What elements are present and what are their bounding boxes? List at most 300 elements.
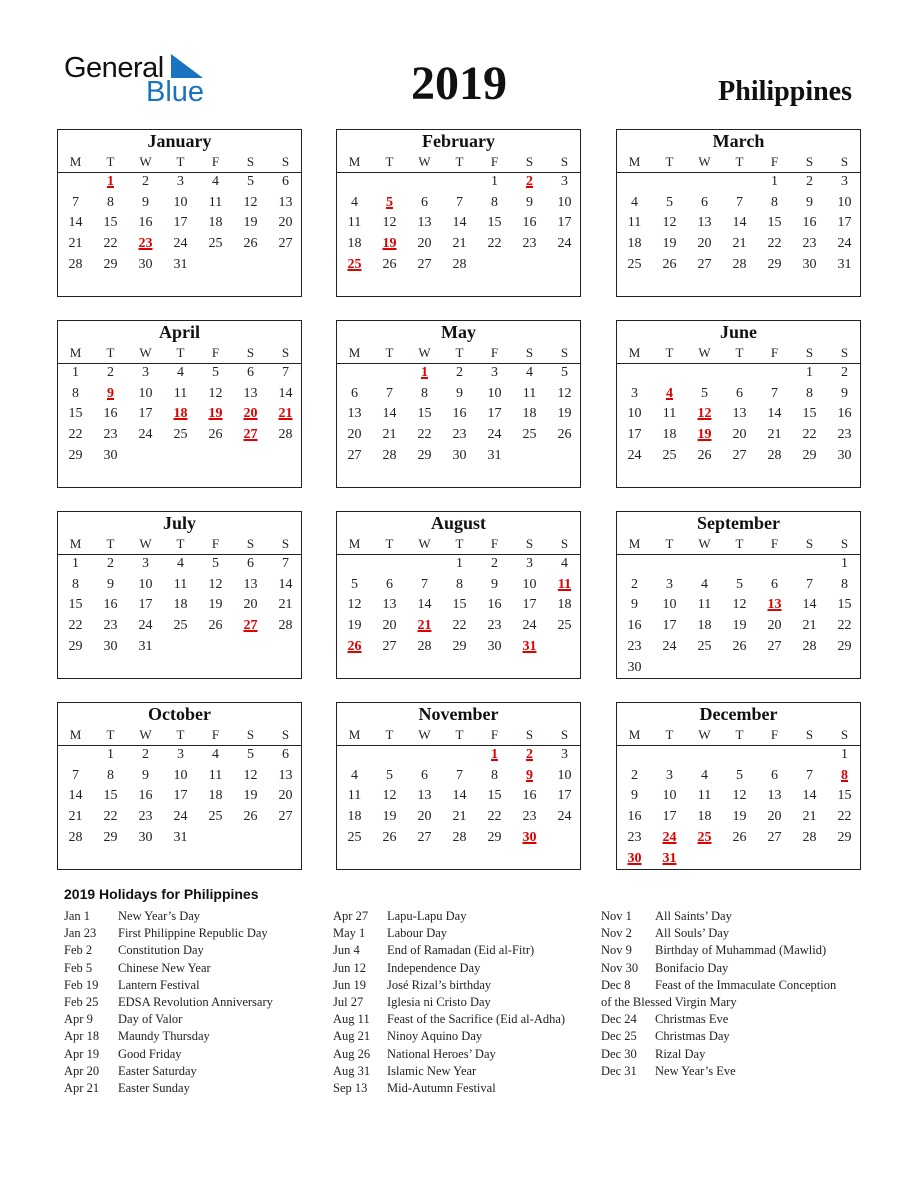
day: 16 xyxy=(522,215,537,231)
day: 10 xyxy=(662,597,677,613)
day: 28 xyxy=(417,638,432,654)
day: 15 xyxy=(103,215,118,231)
day: 10 xyxy=(487,385,502,401)
month-title: September xyxy=(697,513,780,533)
day: 19 xyxy=(662,236,677,252)
day: 27 xyxy=(347,447,362,463)
day: 6 xyxy=(421,767,428,783)
day: 23 xyxy=(103,618,118,634)
day: 19 xyxy=(732,809,747,825)
day: 1 xyxy=(72,365,79,380)
weekday-label: F xyxy=(211,154,220,169)
holiday-date: Dec 25 xyxy=(601,1029,637,1044)
holiday-day: 30 xyxy=(522,829,537,845)
day: 4 xyxy=(561,556,568,571)
weekday-label: T xyxy=(106,154,115,169)
day: 8 xyxy=(491,194,498,210)
day: 19 xyxy=(732,618,747,634)
day: 27 xyxy=(382,638,397,654)
holiday-name: First Philippine Republic Day xyxy=(118,926,268,941)
day: 26 xyxy=(382,829,397,845)
day: 8 xyxy=(491,767,498,783)
day: 4 xyxy=(177,556,184,571)
weekday-label: T xyxy=(385,727,394,742)
day: 17 xyxy=(173,788,188,804)
weekday-label: S xyxy=(525,154,534,169)
day: 26 xyxy=(662,256,677,272)
day: 25 xyxy=(173,618,188,634)
day: 21 xyxy=(278,597,293,613)
day: 20 xyxy=(278,215,293,231)
day: 14 xyxy=(802,788,817,804)
holiday-date: Feb 19 xyxy=(64,977,99,992)
day: 30 xyxy=(802,256,817,272)
holiday-date: Apr 20 xyxy=(64,1063,100,1078)
day: 25 xyxy=(697,638,712,654)
day: 21 xyxy=(802,618,817,634)
day: 31 xyxy=(138,638,153,654)
day: 17 xyxy=(557,788,572,804)
day: 2 xyxy=(631,767,638,783)
day: 20 xyxy=(767,809,782,825)
day: 13 xyxy=(417,788,432,804)
holiday-date: Jan 1 xyxy=(64,909,91,923)
day: 3 xyxy=(561,747,568,762)
day: 3 xyxy=(177,174,184,189)
holiday-name: National Heroes’ Day xyxy=(387,1046,496,1061)
day: 7 xyxy=(282,365,289,380)
day: 26 xyxy=(208,618,223,634)
day: 31 xyxy=(173,256,188,272)
holiday-name: All Saints’ Day xyxy=(655,909,732,923)
weekday-label: S xyxy=(246,345,255,360)
day: 30 xyxy=(103,638,118,654)
month-february xyxy=(336,129,581,297)
day: 30 xyxy=(487,638,502,654)
day: 7 xyxy=(386,385,393,401)
weekday-label: W xyxy=(418,727,431,742)
day: 20 xyxy=(767,618,782,634)
day: 26 xyxy=(697,447,712,463)
day: 15 xyxy=(837,788,852,804)
day: 1 xyxy=(771,174,778,189)
day: 24 xyxy=(837,236,852,252)
day: 3 xyxy=(526,556,533,571)
day: 11 xyxy=(173,385,188,401)
day: 5 xyxy=(212,365,219,380)
day: 29 xyxy=(68,638,83,654)
day: 12 xyxy=(557,385,572,401)
day: 25 xyxy=(627,256,642,272)
day: 10 xyxy=(662,788,677,804)
day: 15 xyxy=(802,406,817,422)
weekday-label: T xyxy=(735,536,744,551)
logo-text-general: General xyxy=(64,52,164,84)
day: 2 xyxy=(142,174,149,189)
day: 26 xyxy=(732,638,747,654)
holiday-date: Dec 8 xyxy=(601,977,631,992)
day: 28 xyxy=(732,256,747,272)
day: 17 xyxy=(522,597,537,613)
day: 10 xyxy=(138,576,153,592)
holiday-date: Dec 24 xyxy=(601,1012,637,1027)
day: 27 xyxy=(417,829,432,845)
holiday-name: Feast of the Immaculate Conception xyxy=(655,977,837,992)
day: 5 xyxy=(247,174,254,189)
day: 7 xyxy=(421,576,428,592)
day: 28 xyxy=(68,256,83,272)
day: 2 xyxy=(142,747,149,762)
holiday-date: Nov 1 xyxy=(601,909,632,923)
day: 26 xyxy=(243,236,258,252)
holiday-date: Jul 27 xyxy=(333,995,364,1009)
day: 26 xyxy=(557,427,572,443)
holiday-day: 23 xyxy=(138,236,153,252)
day: 2 xyxy=(806,174,813,189)
holiday-date: Sep 13 xyxy=(333,1081,368,1095)
weekday-label: T xyxy=(106,536,115,551)
day: 9 xyxy=(491,576,498,592)
holiday-name: Islamic New Year xyxy=(387,1063,477,1078)
day: 10 xyxy=(557,767,572,783)
day: 14 xyxy=(732,215,747,231)
weekday-label: W xyxy=(698,727,711,742)
holiday-date: Jun 19 xyxy=(333,977,366,992)
month-title: July xyxy=(162,513,196,533)
day: 29 xyxy=(103,256,118,272)
weekday-label: T xyxy=(735,154,744,169)
day: 13 xyxy=(243,576,258,592)
day: 28 xyxy=(278,427,293,443)
holiday-day: 1 xyxy=(107,174,114,189)
day: 11 xyxy=(173,576,188,592)
day: 4 xyxy=(631,194,638,210)
holiday-day: 9 xyxy=(526,767,533,783)
weekday-label: T xyxy=(385,345,394,360)
day: 27 xyxy=(278,809,293,825)
day: 6 xyxy=(282,174,289,189)
holiday-date: Apr 21 xyxy=(64,1081,100,1095)
day: 28 xyxy=(68,829,83,845)
holiday-day: 5 xyxy=(386,194,393,210)
weekday-label: M xyxy=(69,536,82,551)
holiday-name: Lantern Festival xyxy=(118,977,200,992)
day: 11 xyxy=(697,597,712,613)
day: 6 xyxy=(282,747,289,762)
holiday-name: Easter Sunday xyxy=(118,1081,190,1095)
day: 9 xyxy=(142,767,149,783)
day: 10 xyxy=(557,194,572,210)
day: 5 xyxy=(561,365,568,380)
weekday-header xyxy=(58,536,301,555)
day: 9 xyxy=(142,194,149,210)
weekday-label: T xyxy=(455,727,464,742)
weekday-label: S xyxy=(805,536,814,551)
day: 26 xyxy=(732,829,747,845)
day: 9 xyxy=(631,788,638,804)
day: 21 xyxy=(452,809,467,825)
day: 21 xyxy=(68,236,83,252)
holiday-day: 31 xyxy=(522,638,537,654)
day: 12 xyxy=(243,194,258,210)
day: 28 xyxy=(278,618,293,634)
day: 2 xyxy=(491,556,498,571)
day: 18 xyxy=(557,597,572,613)
day: 3 xyxy=(142,556,149,571)
day: 2 xyxy=(841,365,848,380)
day: 4 xyxy=(351,767,358,783)
day: 18 xyxy=(347,236,362,252)
day: 12 xyxy=(732,788,747,804)
day: 24 xyxy=(522,618,537,634)
day: 1 xyxy=(491,174,498,189)
weekday-header xyxy=(58,345,301,364)
holiday-name: Easter Saturday xyxy=(118,1063,197,1078)
month-may xyxy=(336,320,581,488)
day: 7 xyxy=(771,385,778,401)
holiday-date: Nov 9 xyxy=(601,943,632,958)
day: 28 xyxy=(382,447,397,463)
weekday-header xyxy=(617,727,860,746)
day: 18 xyxy=(208,788,223,804)
day: 4 xyxy=(526,365,533,380)
day: 14 xyxy=(452,788,467,804)
holiday-date: May 1 xyxy=(333,926,366,941)
day: 19 xyxy=(243,215,258,231)
day: 4 xyxy=(351,194,358,210)
day: 11 xyxy=(697,788,712,804)
month-title: May xyxy=(441,322,476,342)
holiday-name: Labour Day xyxy=(387,926,448,941)
day: 17 xyxy=(138,597,153,613)
day: 23 xyxy=(522,809,537,825)
weekday-label: S xyxy=(560,154,569,169)
day: 4 xyxy=(701,767,708,783)
holiday-day: 19 xyxy=(382,236,397,252)
weekday-label: W xyxy=(418,536,431,551)
weekday-header xyxy=(617,536,860,555)
day: 8 xyxy=(806,385,813,401)
month-october xyxy=(57,702,302,870)
holiday-day: 9 xyxy=(107,385,114,401)
day: 26 xyxy=(382,256,397,272)
day: 9 xyxy=(806,194,813,210)
day: 15 xyxy=(68,597,83,613)
day: 8 xyxy=(72,385,79,401)
day: 27 xyxy=(767,638,782,654)
day: 9 xyxy=(841,385,848,401)
day: 15 xyxy=(103,788,118,804)
day: 18 xyxy=(347,809,362,825)
holiday-name: Feast of the Sacrifice (Eid al-Adha) xyxy=(387,1012,566,1027)
month-june xyxy=(616,320,861,488)
day: 30 xyxy=(837,447,852,463)
holiday-date: Apr 18 xyxy=(64,1029,100,1044)
day: 15 xyxy=(487,788,502,804)
weekday-label: S xyxy=(840,727,849,742)
weekday-label: T xyxy=(385,536,394,551)
holiday-day: 21 xyxy=(417,618,432,634)
day: 13 xyxy=(732,406,747,422)
day: 17 xyxy=(837,215,852,231)
weekday-label: M xyxy=(69,345,82,360)
day: 30 xyxy=(627,659,642,675)
holiday-date: Aug 26 xyxy=(333,1046,371,1061)
holiday-name: Maundy Thursday xyxy=(118,1029,210,1044)
day: 7 xyxy=(736,194,743,210)
weekday-label: T xyxy=(176,154,185,169)
holiday-day: 8 xyxy=(841,767,848,783)
weekday-label: T xyxy=(385,154,394,169)
weekday-label: W xyxy=(698,154,711,169)
day: 24 xyxy=(627,447,642,463)
day: 4 xyxy=(701,576,708,592)
day: 31 xyxy=(487,447,502,463)
holiday-date: Jun 4 xyxy=(333,943,360,958)
day: 30 xyxy=(138,256,153,272)
day: 3 xyxy=(491,365,498,380)
weekday-label: W xyxy=(698,345,711,360)
weekday-label: S xyxy=(840,154,849,169)
day: 14 xyxy=(417,597,432,613)
weekday-label: T xyxy=(665,536,674,551)
day: 11 xyxy=(627,215,642,231)
day: 15 xyxy=(767,215,782,231)
day: 14 xyxy=(452,215,467,231)
day: 11 xyxy=(208,194,223,210)
day: 6 xyxy=(771,576,778,592)
day: 12 xyxy=(347,597,362,613)
holiday-name: End of Ramadan (Eid al-Fitr) xyxy=(387,943,535,958)
day: 5 xyxy=(386,767,393,783)
holiday-day: 1 xyxy=(421,365,428,380)
day: 22 xyxy=(68,618,83,634)
weekday-label: T xyxy=(455,154,464,169)
day: 13 xyxy=(278,767,293,783)
weekday-label: T xyxy=(176,727,185,742)
weekday-label: S xyxy=(525,727,534,742)
day: 11 xyxy=(347,788,362,804)
holiday-name: Independence Day xyxy=(387,960,481,975)
holiday-date: Jan 23 xyxy=(64,926,97,941)
day: 13 xyxy=(767,788,782,804)
day: 24 xyxy=(557,236,572,252)
day: 18 xyxy=(697,618,712,634)
day: 23 xyxy=(487,618,502,634)
day: 21 xyxy=(452,236,467,252)
day: 5 xyxy=(247,747,254,762)
day: 5 xyxy=(736,767,743,783)
day: 24 xyxy=(487,427,502,443)
weekday-label: M xyxy=(628,345,641,360)
holiday-name: All Souls’ Day xyxy=(655,926,730,941)
holiday-name: Christmas Day xyxy=(655,1029,730,1044)
weekday-label: S xyxy=(560,345,569,360)
day: 13 xyxy=(243,385,258,401)
day: 15 xyxy=(68,406,83,422)
weekday-label: M xyxy=(69,154,82,169)
weekday-label: T xyxy=(176,345,185,360)
holidays-title: 2019 Holidays for Philippines xyxy=(64,886,259,902)
day: 22 xyxy=(802,427,817,443)
day: 2 xyxy=(107,556,114,571)
day: 10 xyxy=(837,194,852,210)
day: 16 xyxy=(837,406,852,422)
day: 6 xyxy=(421,194,428,210)
month-title: January xyxy=(147,131,212,151)
holiday-day: 12 xyxy=(697,406,712,422)
day: 12 xyxy=(662,215,677,231)
weekday-label: F xyxy=(770,536,779,551)
day: 10 xyxy=(627,406,642,422)
weekday-label: S xyxy=(525,536,534,551)
weekday-label: M xyxy=(348,536,361,551)
weekday-label: F xyxy=(211,345,220,360)
day: 10 xyxy=(173,767,188,783)
holiday-day: 11 xyxy=(557,576,572,592)
day: 20 xyxy=(697,236,712,252)
weekday-header xyxy=(58,727,301,746)
day: 3 xyxy=(561,174,568,189)
weekday-label: T xyxy=(455,536,464,551)
day: 29 xyxy=(767,256,782,272)
day: 7 xyxy=(456,194,463,210)
day: 22 xyxy=(837,809,852,825)
holiday-name: Bonifacio Day xyxy=(655,960,729,975)
holiday-name: Iglesia ni Cristo Day xyxy=(387,995,491,1009)
weekday-label: T xyxy=(665,727,674,742)
month-march xyxy=(616,129,861,297)
day: 22 xyxy=(452,618,467,634)
holiday-name: Rizal Day xyxy=(655,1046,706,1061)
day: 1 xyxy=(72,556,79,571)
day: 14 xyxy=(802,597,817,613)
holiday-date: Aug 31 xyxy=(333,1063,371,1078)
day: 1 xyxy=(841,556,848,571)
day: 19 xyxy=(557,406,572,422)
weekday-label: W xyxy=(139,727,152,742)
day: 20 xyxy=(417,236,432,252)
day: 25 xyxy=(208,809,223,825)
day: 25 xyxy=(557,618,572,634)
day: 16 xyxy=(103,597,118,613)
day: 6 xyxy=(386,576,393,592)
weekday-label: W xyxy=(139,154,152,169)
day: 24 xyxy=(138,427,153,443)
month-title: April xyxy=(158,322,200,342)
day: 20 xyxy=(347,427,362,443)
month-july xyxy=(57,511,302,679)
month-title: March xyxy=(712,131,765,151)
day: 7 xyxy=(806,576,813,592)
day: 18 xyxy=(662,427,677,443)
holiday-day: 30 xyxy=(627,850,642,866)
day: 19 xyxy=(243,788,258,804)
month-december xyxy=(616,702,861,870)
day: 16 xyxy=(452,406,467,422)
month-title: June xyxy=(719,322,757,342)
weekday-label: T xyxy=(665,154,674,169)
day: 2 xyxy=(456,365,463,380)
day: 23 xyxy=(837,427,852,443)
day: 16 xyxy=(138,788,153,804)
holiday-name: EDSA Revolution Anniversary xyxy=(118,995,273,1009)
day: 24 xyxy=(173,809,188,825)
month-title: August xyxy=(430,513,487,533)
day: 18 xyxy=(522,406,537,422)
day: 14 xyxy=(278,576,293,592)
weekday-label: S xyxy=(525,345,534,360)
